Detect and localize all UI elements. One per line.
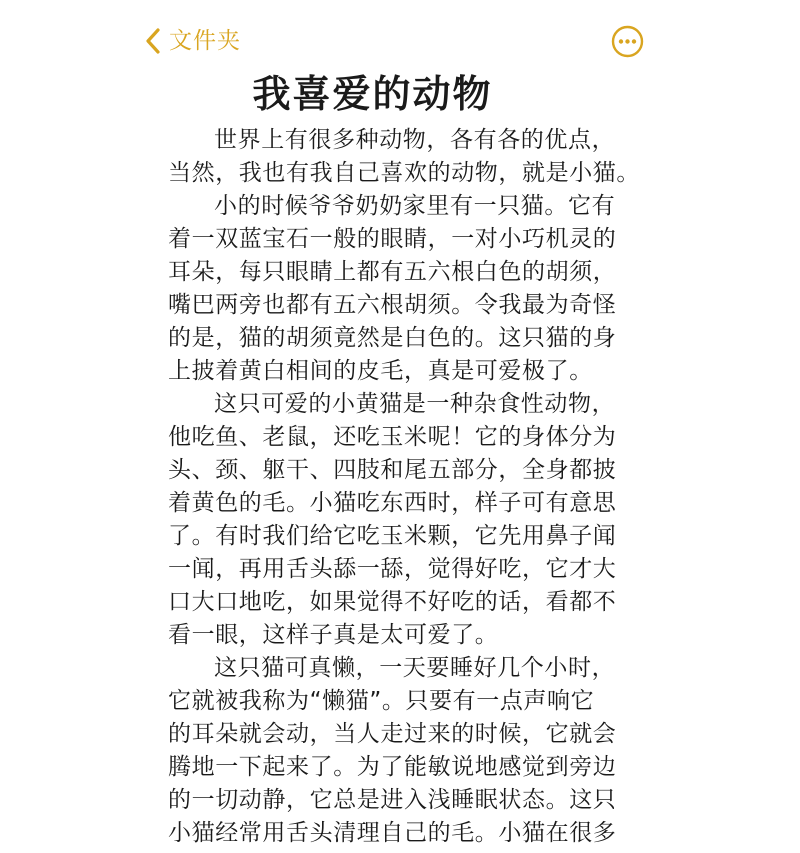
text-line: 腾地一下起来了。为了能敏说地感觉到旁边 [168, 754, 617, 780]
back-label: 文件夹 [169, 28, 241, 54]
document-body[interactable] [168, 124, 638, 850]
text-line: 的是，猫的胡须竟然是白色的。这只猫的身 [168, 325, 617, 351]
text-line: 看一眼，这样子真是太可爱了。 [168, 622, 499, 648]
back-button[interactable] [143, 24, 241, 58]
text-line: 这只可爱的小黄猫是一种杂食性动物， [214, 391, 616, 417]
text-line: 小猫经常用舌头清理自己的毛。小猫在很多 [168, 820, 617, 846]
text-line: 当然，我也有我自己喜欢的动物，就是小猫。 [168, 160, 640, 186]
text-line: 了。有时我们给它吃玉米颗，它先用鼻子闻 [168, 523, 617, 549]
text-line: 头、颈、躯干、四肢和尾五部分，全身都披 [168, 457, 617, 483]
text-line: 它就被我称为“懒猫”。只要有一点声响它 [168, 688, 595, 714]
more-options-button[interactable] [611, 25, 644, 58]
paragraph [168, 388, 638, 652]
text-line: 嘴巴两旁也都有五六根胡须。令我最为奇怪 [168, 292, 617, 318]
text-line: 上披着黄白相间的皮毛，真是可爱极了。 [168, 358, 593, 384]
text-line: 着黄色的毛。小猫吃东西时，样子可有意思 [168, 490, 617, 516]
paragraph [168, 652, 638, 850]
chevron-left-icon [143, 26, 163, 56]
text-line: 世界上有很多种动物，各有各的优点， [214, 127, 616, 153]
paragraph [168, 190, 638, 388]
text-line: 小的时候爷爷奶奶家里有一只猫。它有 [214, 193, 616, 219]
text-line: 一闻，再用舌头舔一舔，觉得好吃，它才大 [168, 556, 617, 582]
text-line: 着一双蓝宝石一般的眼睛，一对小巧机灵的 [168, 226, 617, 252]
text-line: 这只猫可真懒，一天要睡好几个小时， [214, 655, 616, 681]
text-line: 口大口地吃，如果觉得不好吃的话，看都不 [168, 589, 617, 615]
text-line: 耳朵，每只眼睛上都有五六根白色的胡须， [168, 259, 617, 285]
document-title: 我喜爱的动物 [252, 72, 493, 116]
paragraph [168, 124, 638, 190]
text-line: 的耳朵就会动，当人走过来的时候，它就会 [168, 721, 617, 747]
ellipsis-circle-icon [611, 25, 644, 58]
text-line: 他吃鱼、老鼠，还吃玉米呢！它的身体分为 [168, 424, 617, 450]
text-line: 的一切动静，它总是进入浅睡眠状态。这只 [168, 787, 617, 813]
